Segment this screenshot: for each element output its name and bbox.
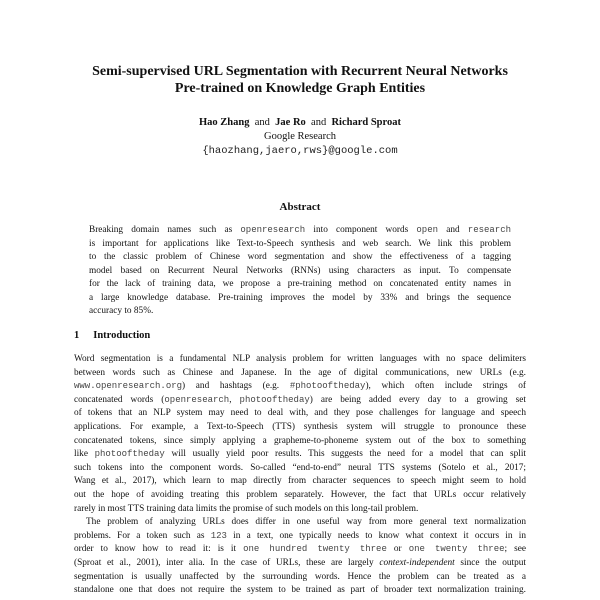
body-line: out the hope of avoiding treating this problem separately. However, the fact that URLs occur relatively <box>74 489 526 500</box>
body-line: (Sproat et al., 2001), inter alia. In the case of URLs, these are largely context-independent since the output <box>74 557 526 568</box>
body-line: of tokens that an NLP system may need to deal with, and they pose challenges for language and speech <box>74 408 526 419</box>
introduction-body <box>74 353 526 598</box>
body-line: www.openresearch.org) and hashtags (e.g. #photooftheday), which often include strings of <box>74 381 526 392</box>
abstract-line: is important for applications like Text-to-Speech synthesis and web search. We link this problem <box>89 238 511 249</box>
paragraph <box>74 516 526 598</box>
inline-code: www.openresearch.org <box>74 381 183 392</box>
author-name: Richard Sproat <box>331 117 401 128</box>
inline-code: openresearch <box>164 394 230 405</box>
abstract-text <box>89 224 511 319</box>
abstract-heading: Abstract <box>279 201 321 213</box>
section-number: 1 <box>74 330 80 341</box>
author-block <box>0 116 600 158</box>
abstract-line: for the lack of training data, we propose a pre-training method on concatenated entity names in <box>89 279 511 289</box>
body-line: Word segmentation is a fundamental NLP analysis problem for written languages with no space delimiters <box>74 354 526 364</box>
author-separator: and <box>311 117 327 128</box>
body-line: concatenated words (openresearch, photooftheday) are being added every day to a growing set <box>74 394 526 405</box>
body-line: standalone one that does not require the system to be trained as part of broader text normalization training. <box>74 585 526 596</box>
body-line: concatenated tokens, since simply applying a grapheme-to-phoneme system out of the box to something <box>74 435 526 446</box>
body-line: segmentation is usually unaffected by the surrounding words. Hence the problem can be treated as a <box>74 571 526 582</box>
author-separator: and <box>254 117 270 128</box>
title-line-1: Semi-supervised URL Segmentation with Recurrent Neural Networks <box>92 64 508 79</box>
section-heading <box>74 330 164 341</box>
author-emails: {haozhang,jaero,rws}@google.com <box>202 145 398 157</box>
author-name: Hao Zhang <box>199 117 250 128</box>
body-line: such tokens into the component words. So-called “end-to-end” neural TTS systems (Sotelo et al., 2017; <box>74 462 526 473</box>
section-title: Introduction <box>93 330 151 341</box>
body-line: between words such as Chinese and Japanese. In the age of digital communications, new URLs (e.g. <box>74 367 526 378</box>
affiliation: Google Research <box>263 131 336 142</box>
inline-code: one hundred twenty three <box>243 544 387 555</box>
body-line: Wang et al., 2017), which learn to map directly from character sequences to speech might seem to hold <box>74 476 526 487</box>
abstract-line: Breaking domain names such as openresearch into component words open and research <box>89 225 512 235</box>
body-line: order to know how to read it: is it one hundred twenty three or one twenty three; see <box>74 544 526 555</box>
inline-code: open <box>416 225 439 235</box>
body-line: like photooftheday will usually yield poor results. This suggests the need for a model that can split <box>74 449 527 460</box>
inline-code: photooftheday <box>94 449 165 460</box>
emphasis: context-independent <box>379 557 455 568</box>
abstract-line: a large knowledge database. Pre-training improves the model by 33% and brings the sequence <box>89 292 511 303</box>
paragraph <box>74 353 526 516</box>
author-names <box>0 116 600 130</box>
author-name: Jae Ro <box>275 117 306 128</box>
body-line: rarely in most TTS training data limits the promise of such models on this long-tail problem. <box>74 503 419 514</box>
inline-code: one twenty three <box>408 544 505 555</box>
inline-code: openresearch <box>240 225 306 235</box>
body-line: The problem of analyzing URLs does differ in one useful way from more general text normalization <box>86 517 526 528</box>
paper-title <box>0 63 600 97</box>
inline-code: research <box>467 225 512 235</box>
abstract-line: to the classic problem of Chinese word segmentation and show the effectiveness of a tagging <box>89 252 511 262</box>
title-line-2: Pre-trained on Knowledge Graph Entities <box>174 81 426 96</box>
abstract-line: model based on Recurrent Neural Networks (RNNs) using characters as input. To compensate <box>89 265 511 276</box>
inline-code: 123 <box>210 530 227 541</box>
inline-code: photooftheday <box>239 394 310 405</box>
body-line: problems. For a token such as 123 in a text, one typically needs to know what context it occurs in in <box>74 530 526 541</box>
body-line: applications. For example, a Text-to-Speech (TTS) synthesis system will struggle to pronounce these <box>74 421 526 432</box>
inline-code: #photooftheday <box>289 381 366 392</box>
abstract-line: accuracy to 85%. <box>89 306 154 316</box>
